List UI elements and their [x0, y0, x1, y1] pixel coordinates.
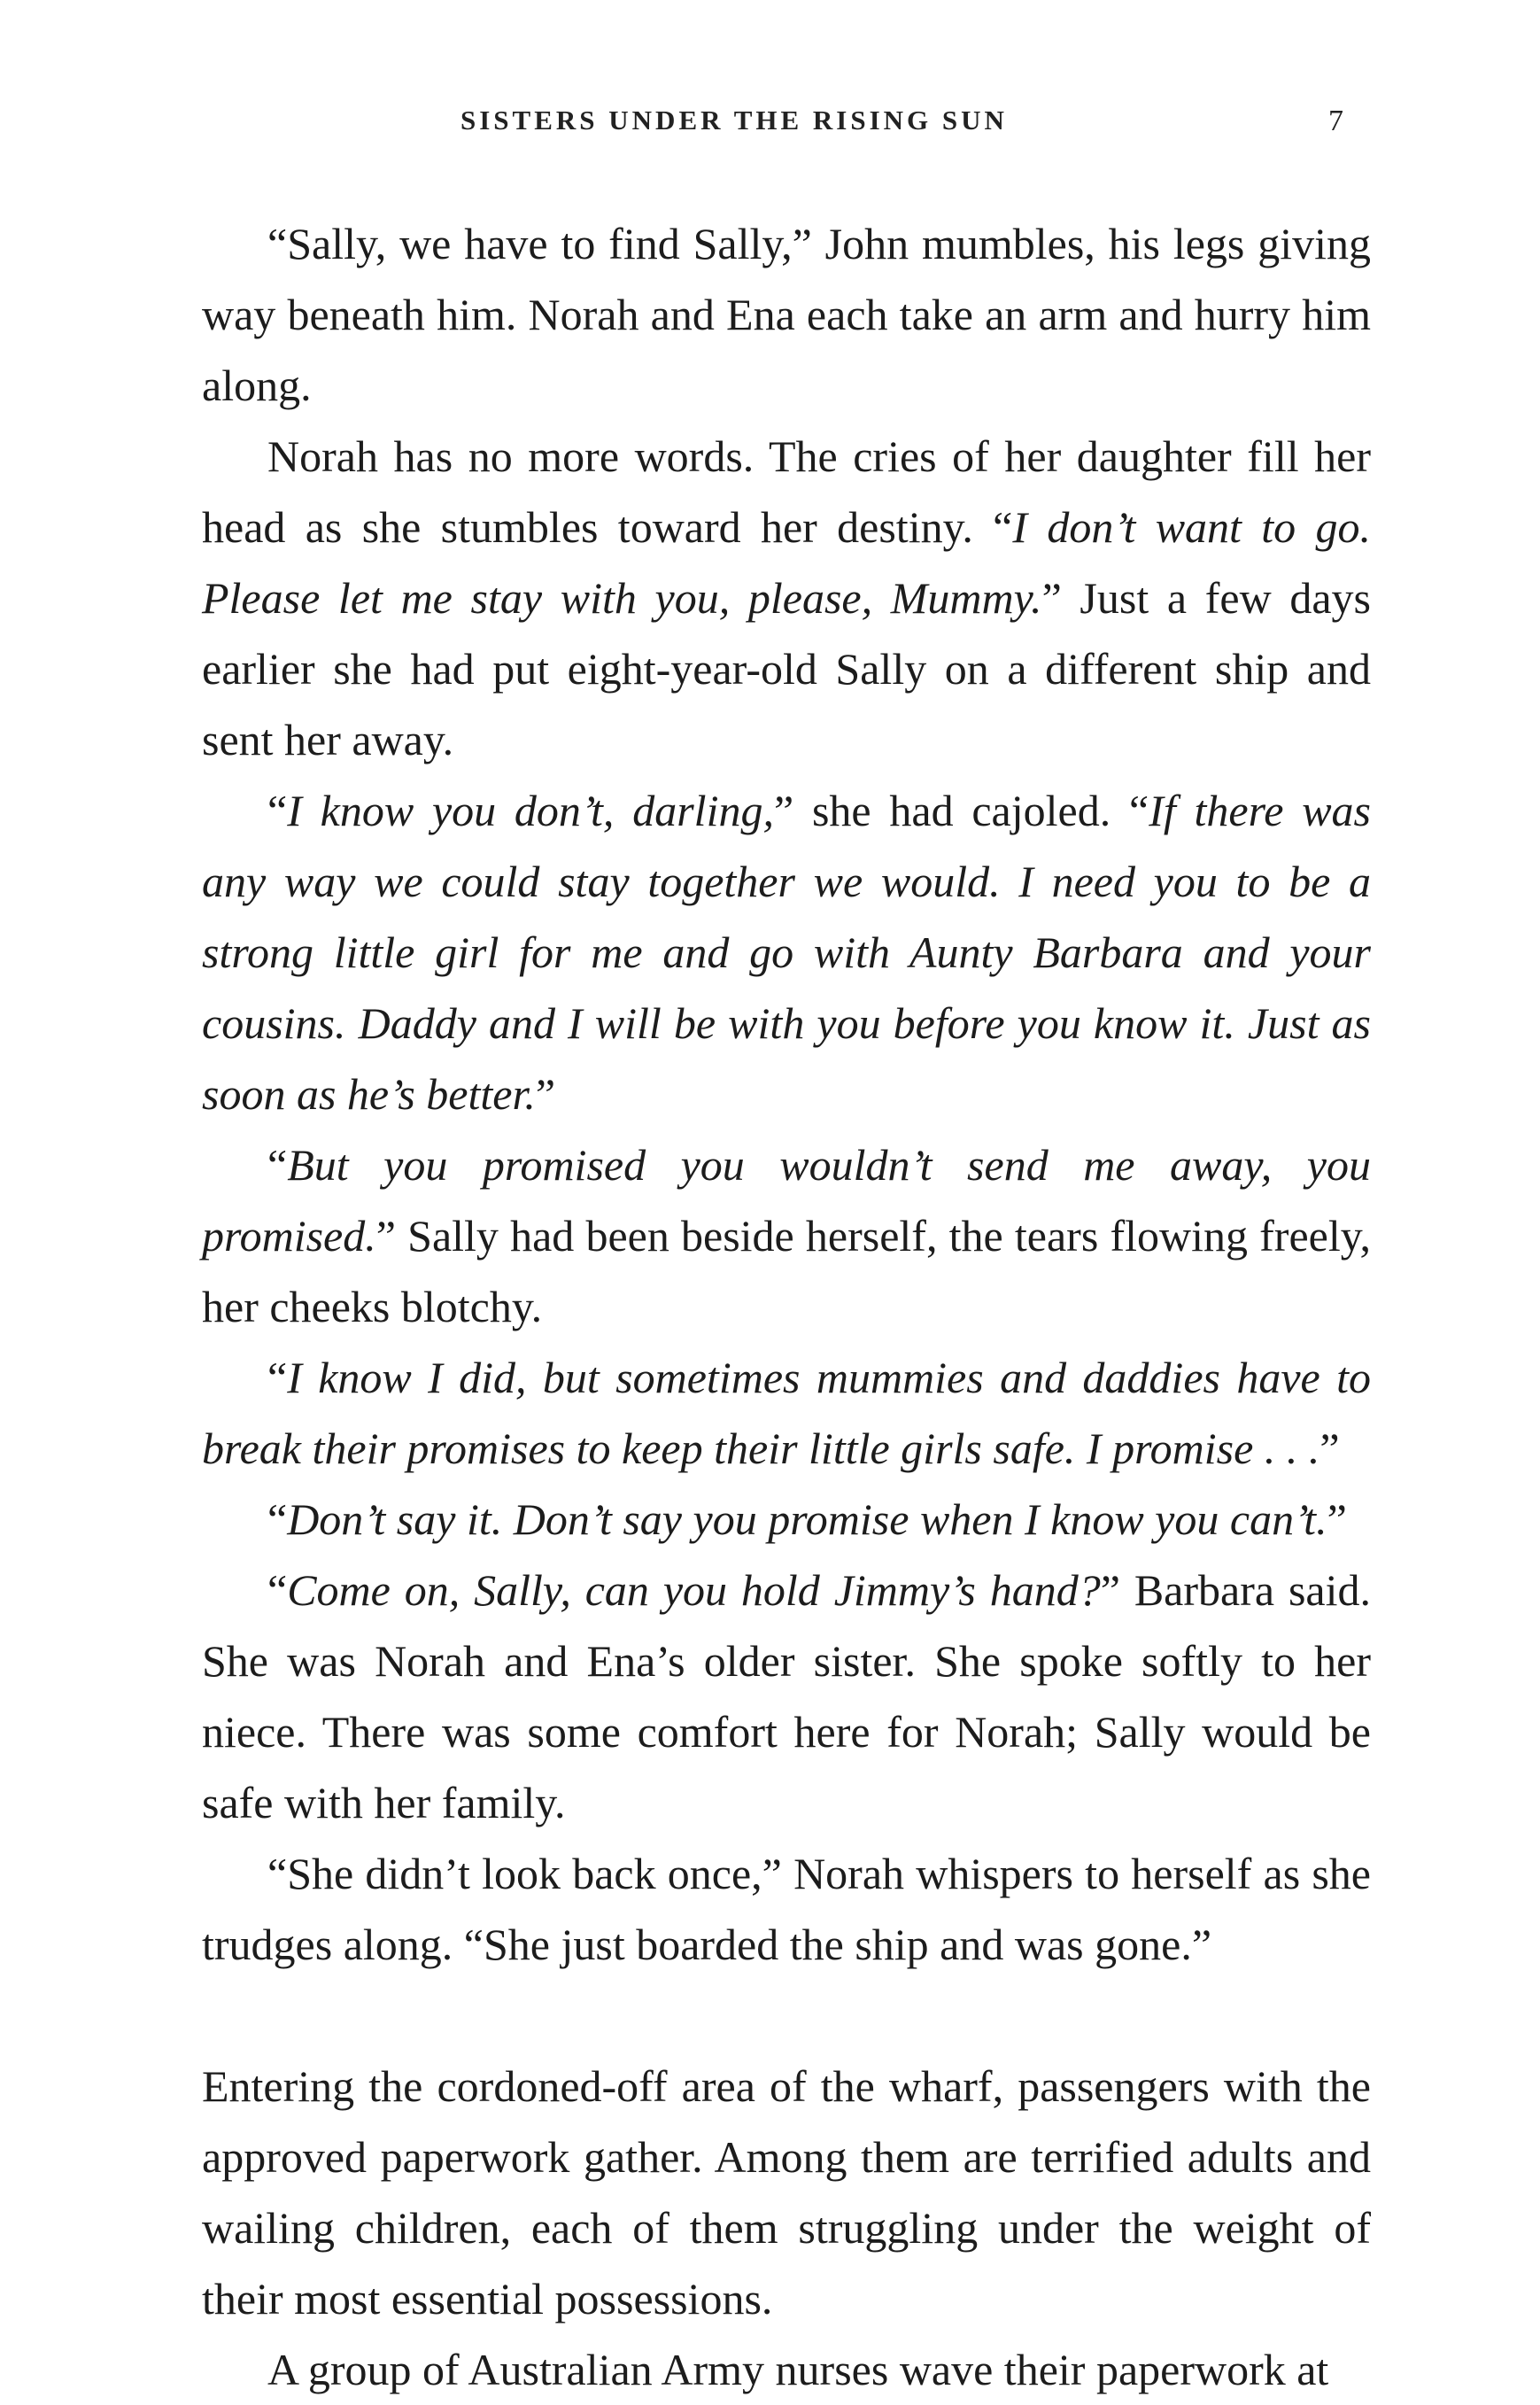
text-segment: Norah has no more words. The cries of her daughter fill her head as she stumbles toward her destiny. “ — [202, 431, 1371, 552]
text-segment: ” — [1319, 1424, 1340, 1473]
running-title: SISTERS UNDER THE RISING SUN — [460, 105, 1008, 136]
text-segment: “She didn’t look back once,” Norah whispers to herself as she trudges along. “She just boarded the ship and was gone.” — [202, 1849, 1371, 1969]
body-text — [202, 208, 1371, 2405]
text-segment: ” Sally had been beside herself, the tears flowing freely, her cheeks blotchy. — [202, 1211, 1371, 1331]
text-segment: “ — [267, 1353, 288, 1402]
italic-text: I know I did, but sometimes mummies and daddies have to break their promises to keep their little girls safe. I promise . . . — [202, 1353, 1371, 1473]
text-segment: A group of Australian Army nurses wave their paperwork at — [267, 2345, 1329, 2394]
text-segment: “ — [267, 1140, 288, 1190]
italic-text: Don’t say it. Don’t say you promise when I know you can’t. — [287, 1494, 1327, 1544]
text-segment: “Sally, we have to find Sally,” John mumbles, his legs giving way beneath him. Norah and Ena each take an arm and hurry him along. — [202, 219, 1371, 410]
text-segment: ” Barbara said. She was Norah and Ena’s older sister. She spoke softly to her niece. There was some comfort here for Norah; Sally would be safe with her family. — [202, 1565, 1371, 1827]
text-segment: Entering the cordoned-off area of the wharf, passengers with the approved paperwork gather. Among them are terrified adults and wailing children, each of them struggling under the weight of their most essential possessions. — [202, 2061, 1371, 2324]
text-segment: “ — [267, 1565, 288, 1615]
page-number: 7 — [1328, 105, 1343, 137]
italic-text: I know you don’t, darling, — [287, 786, 774, 835]
text-segment: ” — [535, 1069, 556, 1119]
paragraph — [202, 1342, 1371, 1484]
paragraph — [202, 1838, 1371, 1980]
paragraph — [202, 1129, 1371, 1342]
paragraph — [202, 208, 1371, 421]
italic-text: If there was any way we could stay together we would. I need you to be a strong little girl for me and go with Aunty Barbara and your cousins. Daddy and I will be with you before you know it. Just as soon as he’s better. — [202, 786, 1371, 1119]
running-header — [0, 105, 1540, 149]
section-break — [202, 1980, 1371, 2051]
text-segment: “ — [267, 786, 288, 835]
paragraph — [202, 1484, 1371, 1555]
italic-text: But you promised you wouldn’t send me away, you promised. — [202, 1140, 1371, 1261]
text-segment: ” — [1327, 1494, 1347, 1544]
paragraph — [202, 1555, 1371, 1838]
text-segment: ” she had cajoled. “ — [773, 786, 1149, 835]
paragraph — [202, 2051, 1371, 2334]
paragraph — [202, 2334, 1371, 2405]
italic-text: Come on, Sally, can you hold Jimmy’s hand? — [287, 1565, 1101, 1615]
paragraph — [202, 775, 1371, 1129]
italic-text: I don’t want to go. Please let me stay with you, please, Mummy. — [202, 502, 1371, 623]
text-segment: “ — [267, 1494, 288, 1544]
paragraph — [202, 421, 1371, 775]
text-segment: ” Just a few days earlier she had put eight-year-old Sally on a different ship and sent her away. — [202, 573, 1371, 764]
